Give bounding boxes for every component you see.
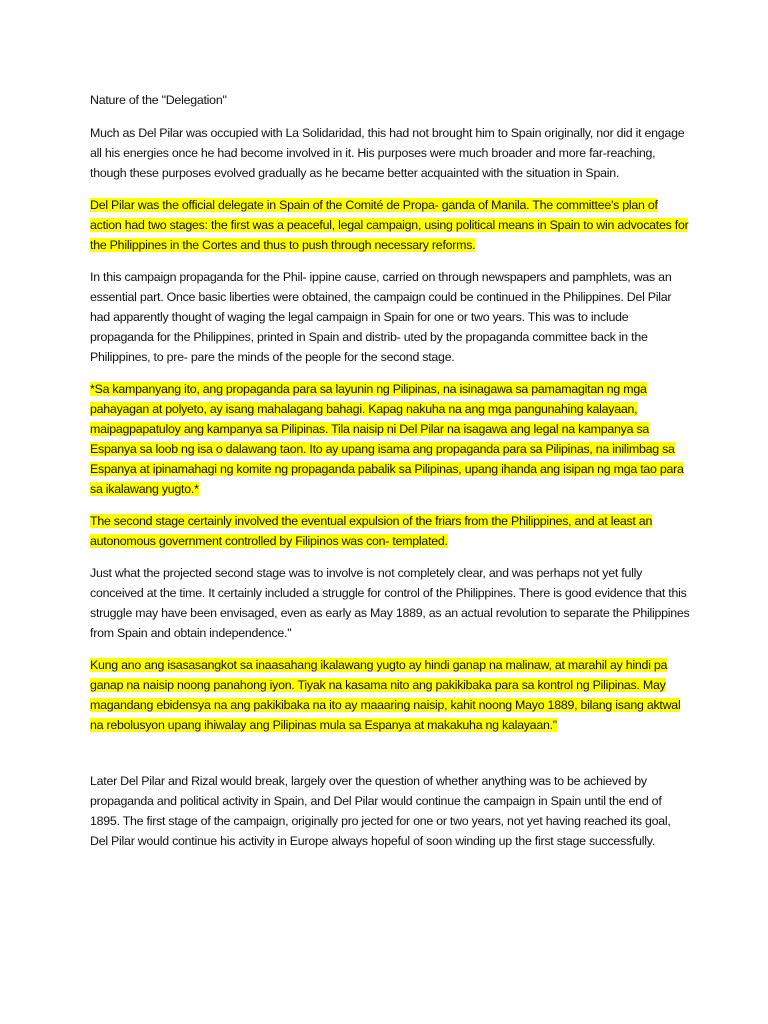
paragraph-3-text: In this campaign propaganda for the Phil- ippine cause, carried on through newspapers and pamphlets, was an essential part. Once basic liberties were obtained, the campaign could be continued in the Philippines. Del Pilar had apparently thought of waging the legal campaign in Spain for one or two years. This was to include propaganda for the Philippines, printed in Spain and distrib- uted by the propaganda committee back in the Philippines, to pre- pare the minds of the people for the second stage. — [90, 270, 672, 364]
paragraph-1 — [90, 123, 690, 183]
paragraph-8 — [90, 771, 690, 851]
paragraph-5-text: The second stage certainly involved the eventual expulsion of the friars from the Philippines, and at least an autonomous government controlled by Filipinos was con- templated. — [90, 514, 653, 548]
paragraph-4-text: *Sa kampanyang ito, ang propaganda para sa layunin ng Pilipinas, na isinagawa sa pamamagitan ng mga pahayagan at polyeto, ay isang mahalagang bahagi. Kapag nakuha na ang mga pangunahing kalayaan, maipagpapatuloy ang kampanya sa Pilipinas. Tila naisip ni Del Pilar na isagawa ang legal na kampanya sa Espanya sa loob ng isa o dalawang taon. Ito ay upang isama ang propaganda para sa Pilipinas, na inilimbag sa Espanya at ipinamahagi ng komite ng propaganda pabalik sa Pilipinas, upang ihanda ang isipan ng mga tao para sa ikalawang yugto.* — [90, 382, 684, 496]
paragraph-3 — [90, 267, 690, 367]
paragraph-2-highlighted — [90, 195, 690, 255]
paragraph-8-text: Later Del Pilar and Rizal would break, largely over the question of whether anything was to be achieved by propaganda and political activity in Spain, and Del Pilar would continue the campaign in Spain until the end of 1895. The first stage of the campaign, originally pro jected for one or two years, not yet having reached its goal, Del Pilar would continue his activity in Europe always hopeful of soon winding up the first stage successfully. — [90, 774, 671, 848]
paragraph-6 — [90, 563, 690, 643]
paragraph-7-text: Kung ano ang isasasangkot sa inaasahang ikalawang yugto ay hindi ganap na malinaw, at marahil ay hindi pa ganap na naisip noong panahong iyon. Tiyak na kasama nito ang pakikibaka para sa kontrol ng Pilipinas. May magandang ebidensya na ang pakikibaka na ito ay maaaring naisip, kahit noong Mayo 1889, bilang isang aktwal na rebolusyon upang ihiwalay ang Pilipinas mula sa Espanya at makakuha ng kalayaan." — [90, 658, 681, 732]
paragraph-4-highlighted — [90, 379, 690, 499]
document-page — [90, 90, 690, 863]
paragraph-7-highlighted — [90, 655, 690, 735]
paragraph-gap — [90, 747, 690, 771]
paragraph-6-text: Just what the projected second stage was to involve is not completely clear, and was perhaps not yet fully conceived at the time. It certainly included a struggle for control of the Philippines. There is good evidence that this struggle may have been envisaged, even as early as May 1889, as an actual revolution to separate the Philippines from Spain and obtain independence." — [90, 566, 690, 640]
document-title: Nature of the "Delegation" — [90, 93, 227, 107]
paragraph-1-text: Much as Del Pilar was occupied with La Solidaridad, this had not brought him to Spain originally, nor did it engage all his energies once he had become involved in it. His purposes were much broader and more far-reaching, though these purposes evolved gradually as he became better acquainted with the situation in Spain. — [90, 126, 685, 180]
paragraph-5-highlighted — [90, 511, 690, 551]
paragraph-2-text: Del Pilar was the official delegate in Spain of the Comité de Propa- ganda of Manila. The committee's plan of action had two stages: the first was a peaceful, legal campaign, using political means in Spain to win advocates for the Philippines in the Cortes and thus to push through necessary reforms. — [90, 198, 689, 252]
